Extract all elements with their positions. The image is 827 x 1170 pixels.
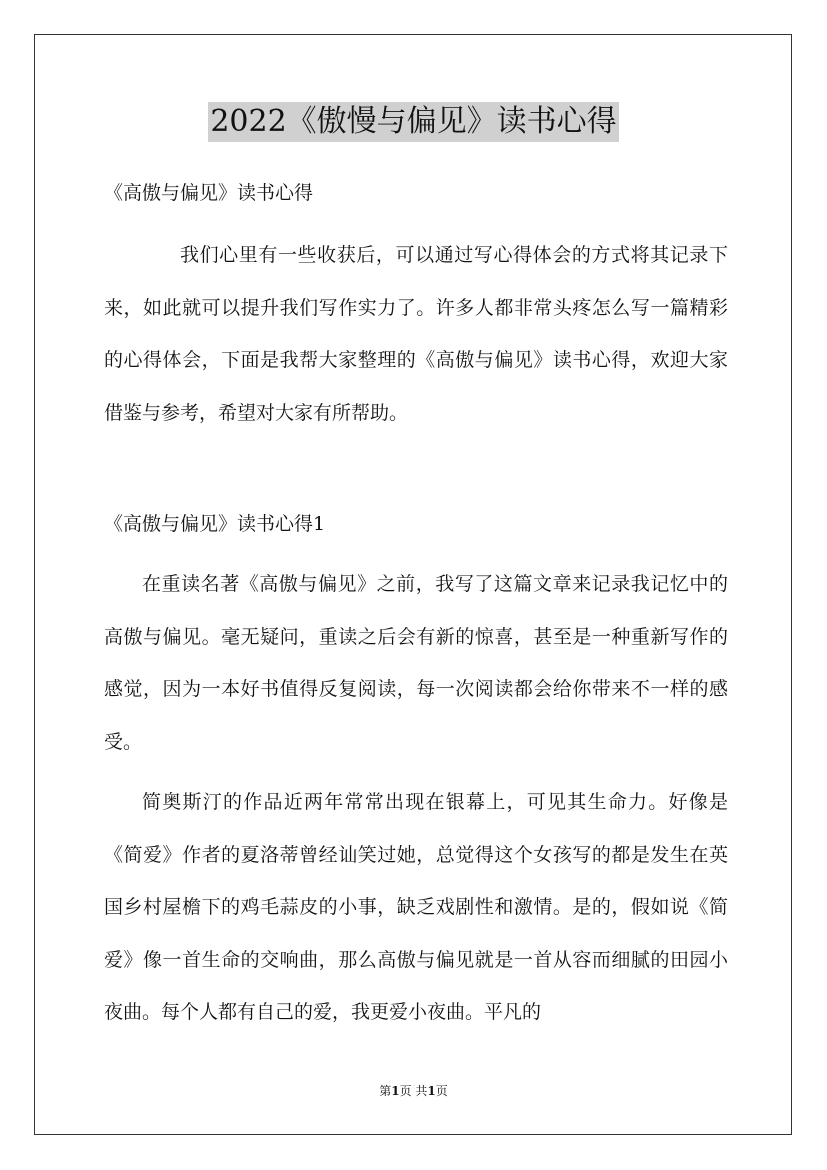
footer-page-suffix: 页 [435, 1084, 448, 1098]
body-paragraph-2: 简奥斯汀的作品近两年常常出现在银幕上，可见其生命力。好像是《简爱》作者的夏洛蒂曾经讪笑过她，总觉得这个女孩写的都是发生在英国乡村屋檐下的鸡毛蒜皮的小事，缺乏戏剧性和激情。是的，假如说《简爱》像一首生命的交响曲，那么高傲与偏见就是一首从容而细腻的田园小夜曲。每个人都有自己的爱，我更爱小夜曲。平凡的 [104, 791, 728, 1023]
footer-page-prefix: 第 [379, 1084, 392, 1098]
section-heading: 《高傲与偏见》读书心得1 [104, 513, 326, 535]
footer-page-current: 1 [391, 1084, 400, 1098]
document-title: 2022《傲慢与偏见》读书心得 [208, 102, 618, 142]
body-paragraph-1: 在重读名著《高傲与偏见》之前，我写了这篇文章来记录我记忆中的高傲与偏见。毫无疑问，重读之后会有新的惊喜，甚至是一种重新写作的感觉，因为一本好书值得反复阅读，每一次阅读都会给你带来不一样的感受。 [104, 573, 728, 753]
document-subtitle: 《高傲与偏见》读书心得 [104, 182, 314, 204]
page-footer [0, 1083, 827, 1099]
intro-paragraph: 我们心里有一些收获后，可以通过写心得体会的方式将其记录下来，如此就可以提升我们写作实力了。许多人都非常头疼怎么写一篇精彩的心得体会，下面是我帮大家整理的《高傲与偏见》读书心得，欢迎大家借鉴与参考，希望对大家有所帮助。 [104, 244, 728, 424]
footer-page-mid: 页 共 [399, 1084, 428, 1098]
title-container [0, 102, 827, 142]
document-body [104, 176, 728, 1039]
footer-page-total: 1 [427, 1084, 436, 1098]
